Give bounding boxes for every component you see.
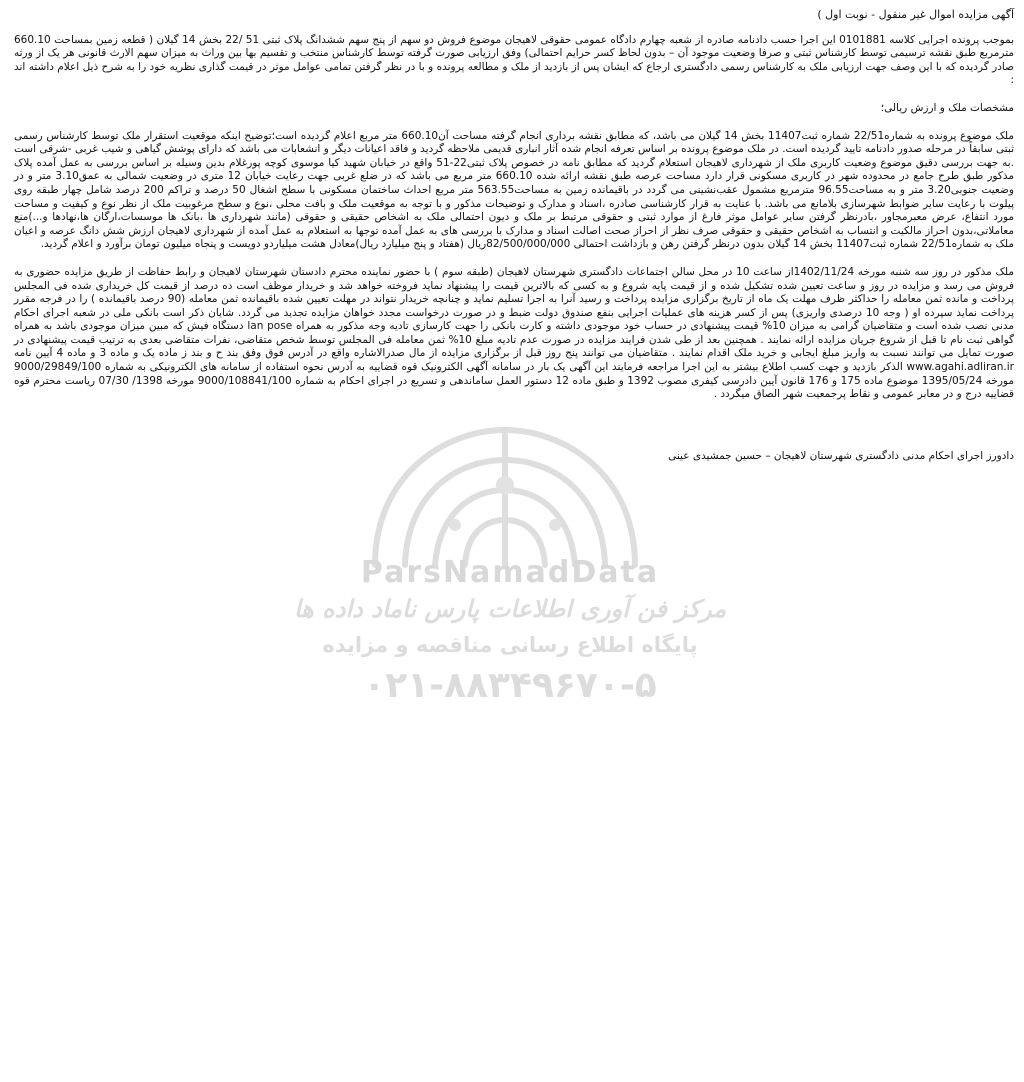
intro-paragraph: بموجب پرونده اجرایی کلاسه 0101881 این اجرا حسب دادنامه صادره از شعبه چهارم دادگاه عمومی حقوقی لاهیجان موضوع فروش دو سهم از پنج سهم ششدانگ پلاک ثبتی 51 /22 بخش 14 گیلان ( قطعه زمین بمساحت 660.10 مترمربع طبق نقشه ترسیمی توسط کارشناس ثبتی و صرفا وضعیت موجود آن – بدون لحاظ کسر حرایم احتمالی) وفق ارزیابی صورت گرفته توسط کارشناس منتخب و تقسیم بها بین وراث به میزان سهم الارث قانونی هر یک از ورثه صادر گردیده که با این وصف جهت ارزیابی ملک به کارشناس رسمی دادگستری ارجاع که ایشان پس از بازدید از ملک و مطالعه پرونده و با در نظر گرفتن تمامی عوامل موثر در قیمت گذاری نظریه خود را به شرح ذیل اعلام داشته اند : <box>14 33 1014 87</box>
signature: دادورز اجرای احکام مدنی دادگستری شهرستان لاهیجان – حسین جمشیدی عینی <box>668 449 1014 462</box>
watermark-phone: ۰۲۱-۸۸۳۴۹۶۷۰-۵ <box>363 665 657 706</box>
property-paragraph: ملک موضوع پرونده به شماره22/51 شماره ثبت11407 بخش 14 گیلان می باشد، که مطابق نقشه برداری انجام گرفته مساحت آن660.10 متر مربع اعلام گردیده است؛توضیح اینکه موقعیت استقرار ملک توسط کارشناس رسمی ثبتی سابقاً در مرحله صدور دادنامه تایید گردیده است. در ملک موضوع پرونده بر اساس تعرفه انجام شده آثار انباری قدیمی ملاحظه گردید و فاقد اعیانات دیگر و انشعابات می باشد که دارای پوشش گیاهی و شیب غربی -شرقی است .به جهت بررسی دقیق موضوع وضعیت کاربری ملک از شهرداری لاهیجان استعلام گردید که مطابق نامه در خصوص پلاک ثبتی22-51 واقع در خیابان شهید کیا موسوی کوچه پورغلام بدین وسیله بر اساس بررسی به عمل آمده پلاک مذکور طبق طرح جامع در محدوده شهر در کاربری مسکونی قرار دارد مساحت عرصه طبق نقشه ارائه شده 660.10 متر مربع می باشد که در ضلع غربی جهت رعایت خیابان 12 متری در وضعیت شمالی به عمق3.10 متر و در وضعیت جنوبی3.20 متر و به مساحت96.55 مترمربع مشمول عقب‌نشینی می گردد در باقیمانده زمین به مساحت563.55 متر مربع احداث ساختمان مسکونی با سطح اشغال 50 درصد و تراکم 200 درصد شامل چهار طبقه روی پیلوت با رعایت سایر ضوابط شهرسازی بلامانع می باشد. با عنایت به قرار کارشناسی صادره ،اسناد و مدارک و توضیحات مذکور و با توجه به موقعیت ملک و بافت محلی ،نوع و سطح مرغوبیت ملک از نظر نوع و کیفیت و مساحت مورد انتفاع، عرض معبرمجاور ،بادرنظر گرفتن سایر عوامل موثر فارغ از موارد ثبتی و حقوقی مرتبط بر ملک و دیون احتمالی ملک به اشخاص حقیقی و حقوقی (مانند شهرداری ها ،بانک ها موسسات،ارگان ها،نهادها و...)منع معاملاتی،بدون احراز مالکیت و انتساب به اشخاص حقیقی و حقوقی صرف نظر از احراز صحت اصالت اسناد و مدارک با بررسی های به عمل آمده توجها به استعلام به عمل آمده از شهرداری لاهیجان ارزش شش دانگ عرصه و اعیان ملک به شماره22/51 شماره ثبت11407 بخش 14 گیلان بدون درنظر گرفتن رهن و بازداشت احتمالی 82/500/000/000ریال (هفتاد و پنج میلیارد ریال)معادل هشت میلیاردو دویست و پنجاه میلیون تومان برآورد و اعلام گردید. <box>14 129 1014 251</box>
section-heading: مشخصات ملک و ارزش ریالی؛ <box>880 101 1014 114</box>
watermark-tagline: پایگاه اطلاع رسانی مناقصه و مزایده <box>322 633 698 657</box>
watermark-brand: ParsNamadData <box>360 555 660 590</box>
auction-paragraph: ملک مذکور در روز سه شنبه مورخه 1402/11/24از ساعت 10 در محل سالن اجتماعات دادگستری شهرستان لاهیجان (طبقه سوم ) با حضور نماینده محترم دادستان شهرستان لاهیجان و رابط حفاظت از طریق مزایده حضوری به فروش می رسد و مزایده در روز و ساعت تعیین شده تشکیل شده و از قیمت پایه شروع و به کسی که بالاترین قیمت را پیشنهاد نماید فروخته خواهد شد و خریدار موظف است ده درصد از قیمت کل خریداری شده فی المجلس پرداخت و مانده ثمن معامله را حداکثر ظرف مهلت یک ماه از تاریخ برگزاری مزایده پرداخت و رسید آنرا به اجرا تسلیم نماید و چنانچه خریدار نتواند در مهلت تعیین شده باقیمانده ثمن معامله (90 درصد باقیمانده ) را در فرجه مقرر پرداخت نماید سپرده او ( وجه 10 درصدی واریزی) پس از کسر هزینه های عملیات اجرایی بنفع صندوق دولت ضبط و در صورت درخواست مجدد خواهان مزایده تجدید می گردد. شایان ذکر است بانکی ملی در شعبه اجرای احکام مدنی نصب شده است و متقاضیان گرامی به میزان 10% قیمت پیشنهادی در حساب خود موجودی داشته و کارت بانکی را جهت کارسازی تادیه وجه مذکور به همراه lan pose دستگاه فیش که مبین میزان موجودی باشد به همراه گواهی ثبت نام تا قبل از شروع جریان مزایده ارائه نمایند . همچنین بعد از طی شدن فرایند مزایده در صورت عدم تادیه مبلغ 10% ثمن معامله فی المجلس توسط شخص متقاضی، نفرات متقاضی بعدی به ترتیب قیمت پیشنهادی در صورت تمایل می توانند نسبت به واریز مبلغ ایجابی و خرید ملک اقدام نمایند . متقاضیان می توانند پنج روز قبل از برگزاری مزایده از مال صدرالاشاره واقع در آدرس فوق وفق بند ح و بند ز ماده یک و ماده 3 و ماده 4 آیین نامه www.agahi.adliran.ir الذکر بازدید و جهت کسب اطلاع بیشتر به این اجرا مراجعه فرمایند این آگهی یک بار در سامانه آگهی الکترونیک قوه قضاییه به آدرس نحوه استفاده از سامانه های الکترونیکی به شماره 9000/29849/100 مورخه 1395/05/24 موضوع ماده 175 و 176 قانون آیین دادرسی کیفری مصوب 1392 و طبق ماده 12 دستور العمل ساماندهی و تسریع در اجرای احکام به شماره 9000/108841/100 مورخه 1398/ 07/30 ریاست محترم قوه قضاییه درج و در معابر عمومی و نقاط پرجمعیت شهر الصاق میگردد . <box>14 265 1015 401</box>
notice-document <box>14 8 1014 463</box>
notice-title: آگهی مزایده اموال غیر منقول - نوبت اول ) <box>817 8 1014 21</box>
watermark-company: مرکز فن آوری اطلاعات پارس ناماد داده ها <box>293 595 727 623</box>
